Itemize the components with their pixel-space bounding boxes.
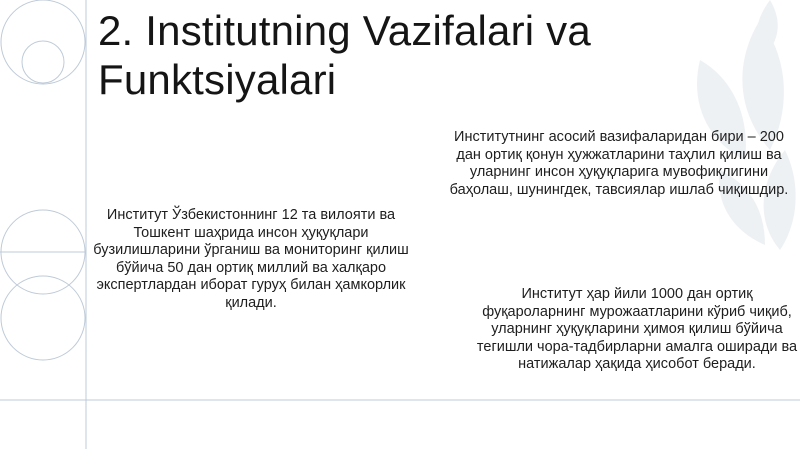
circle-outline-icon (1, 276, 85, 360)
paragraph-experts: Институт Ўзбекистоннинг 12 та вилояти ва Тошкент шаҳрида инсон ҳуқуқлари бузилишларини ўрганиш ва мониторинг қилиш бўйича 50 дан ортиқ миллий ва халқаро экспертлардан иборат гуруҳ билан ҳамкорлик қилади. (93, 207, 409, 311)
circle-outline-icon (22, 41, 64, 83)
paragraph-appeals: Институт ҳар йили 1000 дан ортиқ фуқароларнинг мурожаатларини кўриб чиқиб, уларнинг ҳуқуқларини ҳимоя қилиш бўйича тегишли чора-тадбирларни амалга оширади ва натижалар ҳақида ҳисобот беради. (476, 286, 798, 372)
slide-title: 2. Institutning Vazifalari va Funktsiyalari (98, 7, 591, 103)
paragraph-legislation: Институтнинг асосий вазифаларидан бири – 200 дан ортиқ қонун ҳужжатларини таҳлил қилиш ва уларнинг инсон ҳуқуқларига мувофиқлигини баҳолаш, шунингдек, тавсиялар ишлаб чиқишдир. (449, 129, 789, 198)
circle-outline-icon (1, 0, 85, 84)
